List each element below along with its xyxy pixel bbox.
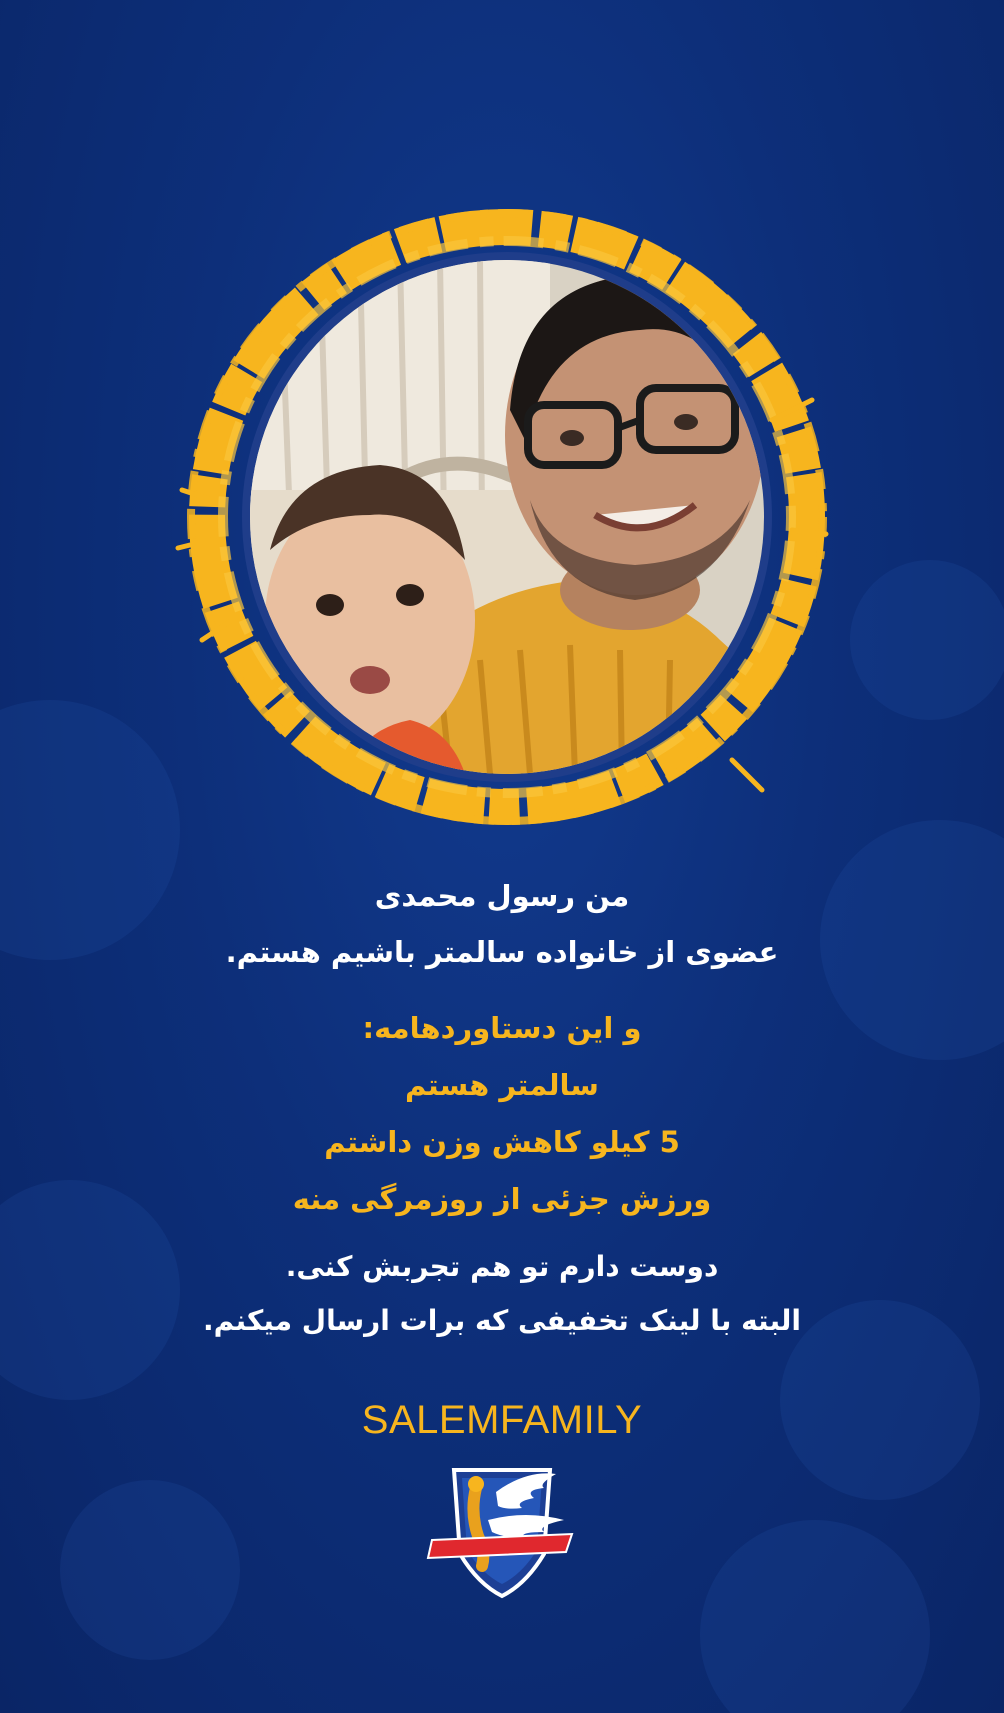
photo-illustration [250, 260, 764, 774]
bokeh-circle [700, 1520, 930, 1713]
outro-discount-line: البته با لینک تخفیفی که برات ارسال میکنم. [202, 1304, 802, 1337]
achievement-item: ورزش جزئی از روزمرگی منه [292, 1182, 712, 1216]
profile-photo-frame [172, 200, 832, 840]
bokeh-circle [60, 1480, 240, 1660]
intro-text [0, 868, 1004, 980]
achievements-heading: و این دستاوردهامه: [362, 1011, 642, 1045]
discount-code: SALEMFAMILY [361, 1398, 643, 1442]
achievement-item: 5 کیلو کاهش وزن داشتم [324, 1125, 680, 1159]
outro-invite-line: دوست دارم تو هم تجربش کنی. [285, 1250, 719, 1283]
outro-text [0, 1240, 1004, 1348]
bokeh-circle [850, 560, 1004, 720]
achievements-list [0, 1000, 1004, 1228]
brand-logo [426, 1462, 578, 1602]
profile-photo [242, 252, 772, 782]
intro-name-line: من رسول محمدی [374, 879, 630, 913]
intro-member-line: عضوی از خانواده سالمتر باشیم هستم. [225, 935, 779, 969]
achievement-item: سالمتر هستم [405, 1068, 599, 1102]
